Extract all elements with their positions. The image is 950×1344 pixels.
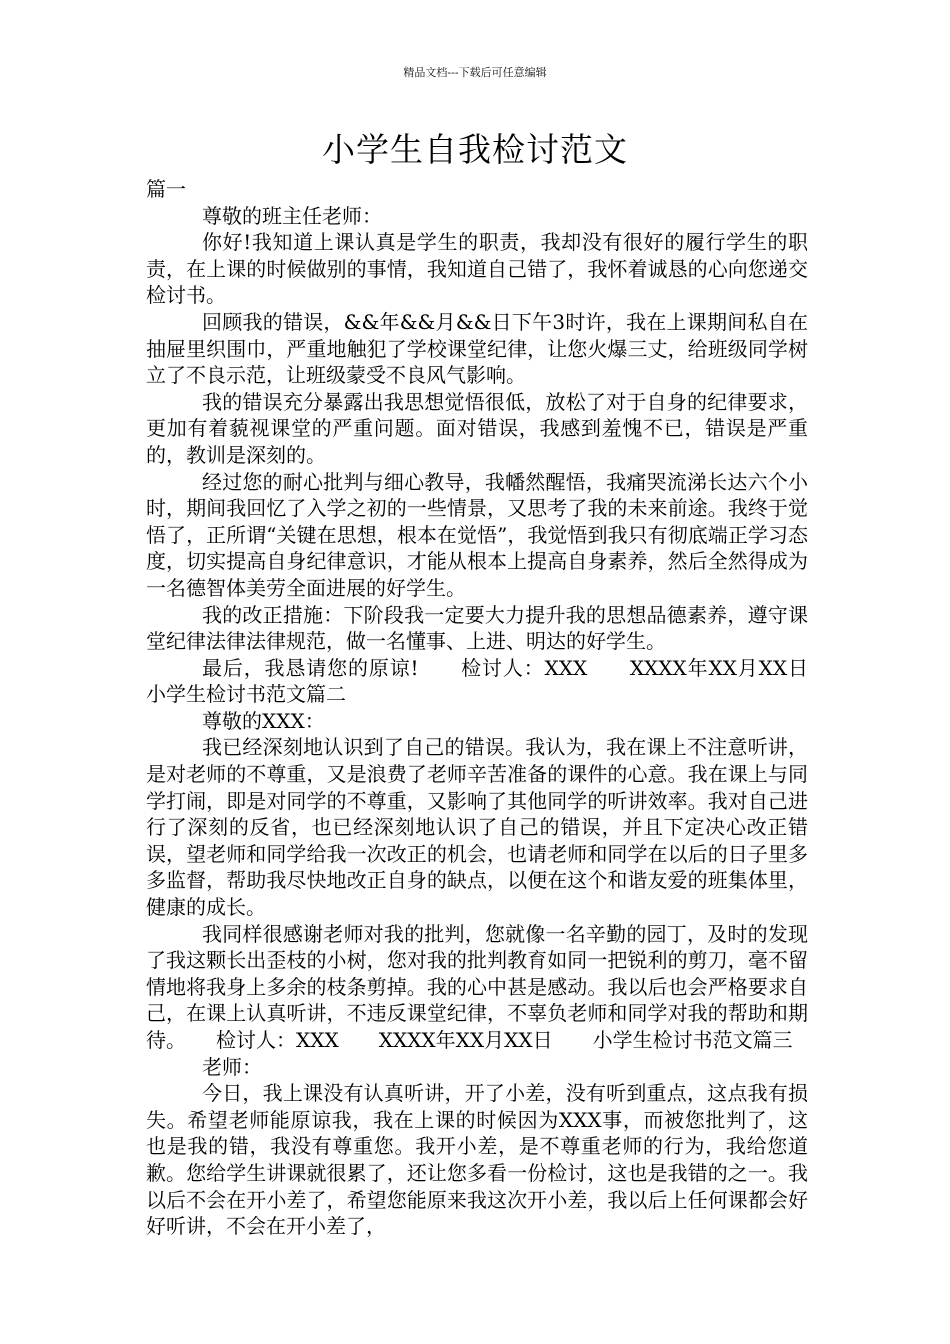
paragraph: 我的错误充分暴露出我思想觉悟很低，放松了对于自身的纪律要求，更加有着藐视课堂的严重问题。面对错误，我感到羞愧不已，错误是严重的，教训是深刻的。 xyxy=(146,389,808,467)
document-body xyxy=(146,176,848,1240)
paragraph: 我的改正措施：下阶段我一定要大力提升我的思想品德素养，遵守课堂纪律法律法律规范，做一名懂事、上进、明达的好学生。 xyxy=(146,602,808,654)
salutation: 尊敬的班主任老师： xyxy=(202,203,382,228)
paragraph: 回顾我的错误，&&年&&月&&日下午3时许，我在上课期间私自在抽屉里织围巾，严重地触犯了学校课堂纪律，让您火爆三丈，给班级同学树立了不良示范，让班级蒙受不良风气影响。 xyxy=(146,309,808,388)
paragraph: 经过您的耐心批判与细心教导，我幡然醒悟，我痛哭流涕长达六个小时，期间我回忆了入学之初的一些情景，又思考了我的未来前途。我终于觉悟了，正所谓“关键在思想，根本在觉悟”，我觉悟到我只有彻底端正学习态度，切实提高自身纪律意识，才能从根本上提高自身素养，然后全然得成为一名德智体美劳全面进展的好学生。 xyxy=(146,469,808,600)
header-note: 精品文档---下载后可任意编辑 xyxy=(403,66,547,79)
section-label: 篇一 xyxy=(146,177,186,201)
signature-and-section-heading: 最后，我恳请您的原谅! 检讨人：XXX XXXX年XX月XX日 小学生检讨书范文篇二 xyxy=(146,655,848,707)
paragraph: 你好!我知道上课认真是学生的职责，我却没有很好的履行学生的职责，在上课的时候做别的事情，我知道自己错了，我怀着诚恳的心向您递交检讨书。 xyxy=(146,230,808,308)
paragraph: 今日，我上课没有认真听讲，开了小差，没有听到重点，这点我有损失。希望老师能原谅我，我在上课的时候因为XXX事，而被您批判了，这也是我的错，我没有尊重您。我开小差，是不尊重老师的行为，我给您道歉。您给学生讲课就很累了，还让您多看一份检讨，这也是我错的之一。我以后不会在开小差了，希望您能原来我这次开小差，我以后上任何课都会好好听讲，不会在开小差了， xyxy=(146,1081,808,1239)
salutation: 老师： xyxy=(202,1054,262,1079)
paragraph: 我已经深刻地认识到了自己的错误。我认为，我在课上不注意听讲，是对老师的不尊重，又是浪费了老师辛苦准备的课件的心意。我在课上与同学打闹，即是对同学的不尊重，又影响了其他同学的听讲效率。我对自己进行了深刻的反省，也已经深刻地认识了自己的错误，并且下定决心改正错误，望老师和同学给我一次改正的机会，也请老师和同学在以后的日子里多多监督，帮助我尽快地改正自身的缺点，以便在这个和谐友爱的班集体里，健康的成长。 xyxy=(146,735,808,920)
paragraph: 我同样很感谢老师对我的批判，您就像一名辛勤的园丁，及时的发现了我这颗长出歪枝的小树，您对我的批判教育如同一把锐利的剪刀，毫不留情地将我身上多余的枝条剪掉。我的心中甚是感动。我以后也会严格要求自己，在课上认真听讲，不违反课堂纪律，不辜负老师和同学对我的帮助和期待。 检讨人：XXX XXXX年XX月XX日 小学生检讨书范文篇三 xyxy=(146,921,808,1052)
page-title: 小学生自我检讨范文 xyxy=(322,130,628,169)
salutation: 尊敬的XXX： xyxy=(202,708,325,733)
